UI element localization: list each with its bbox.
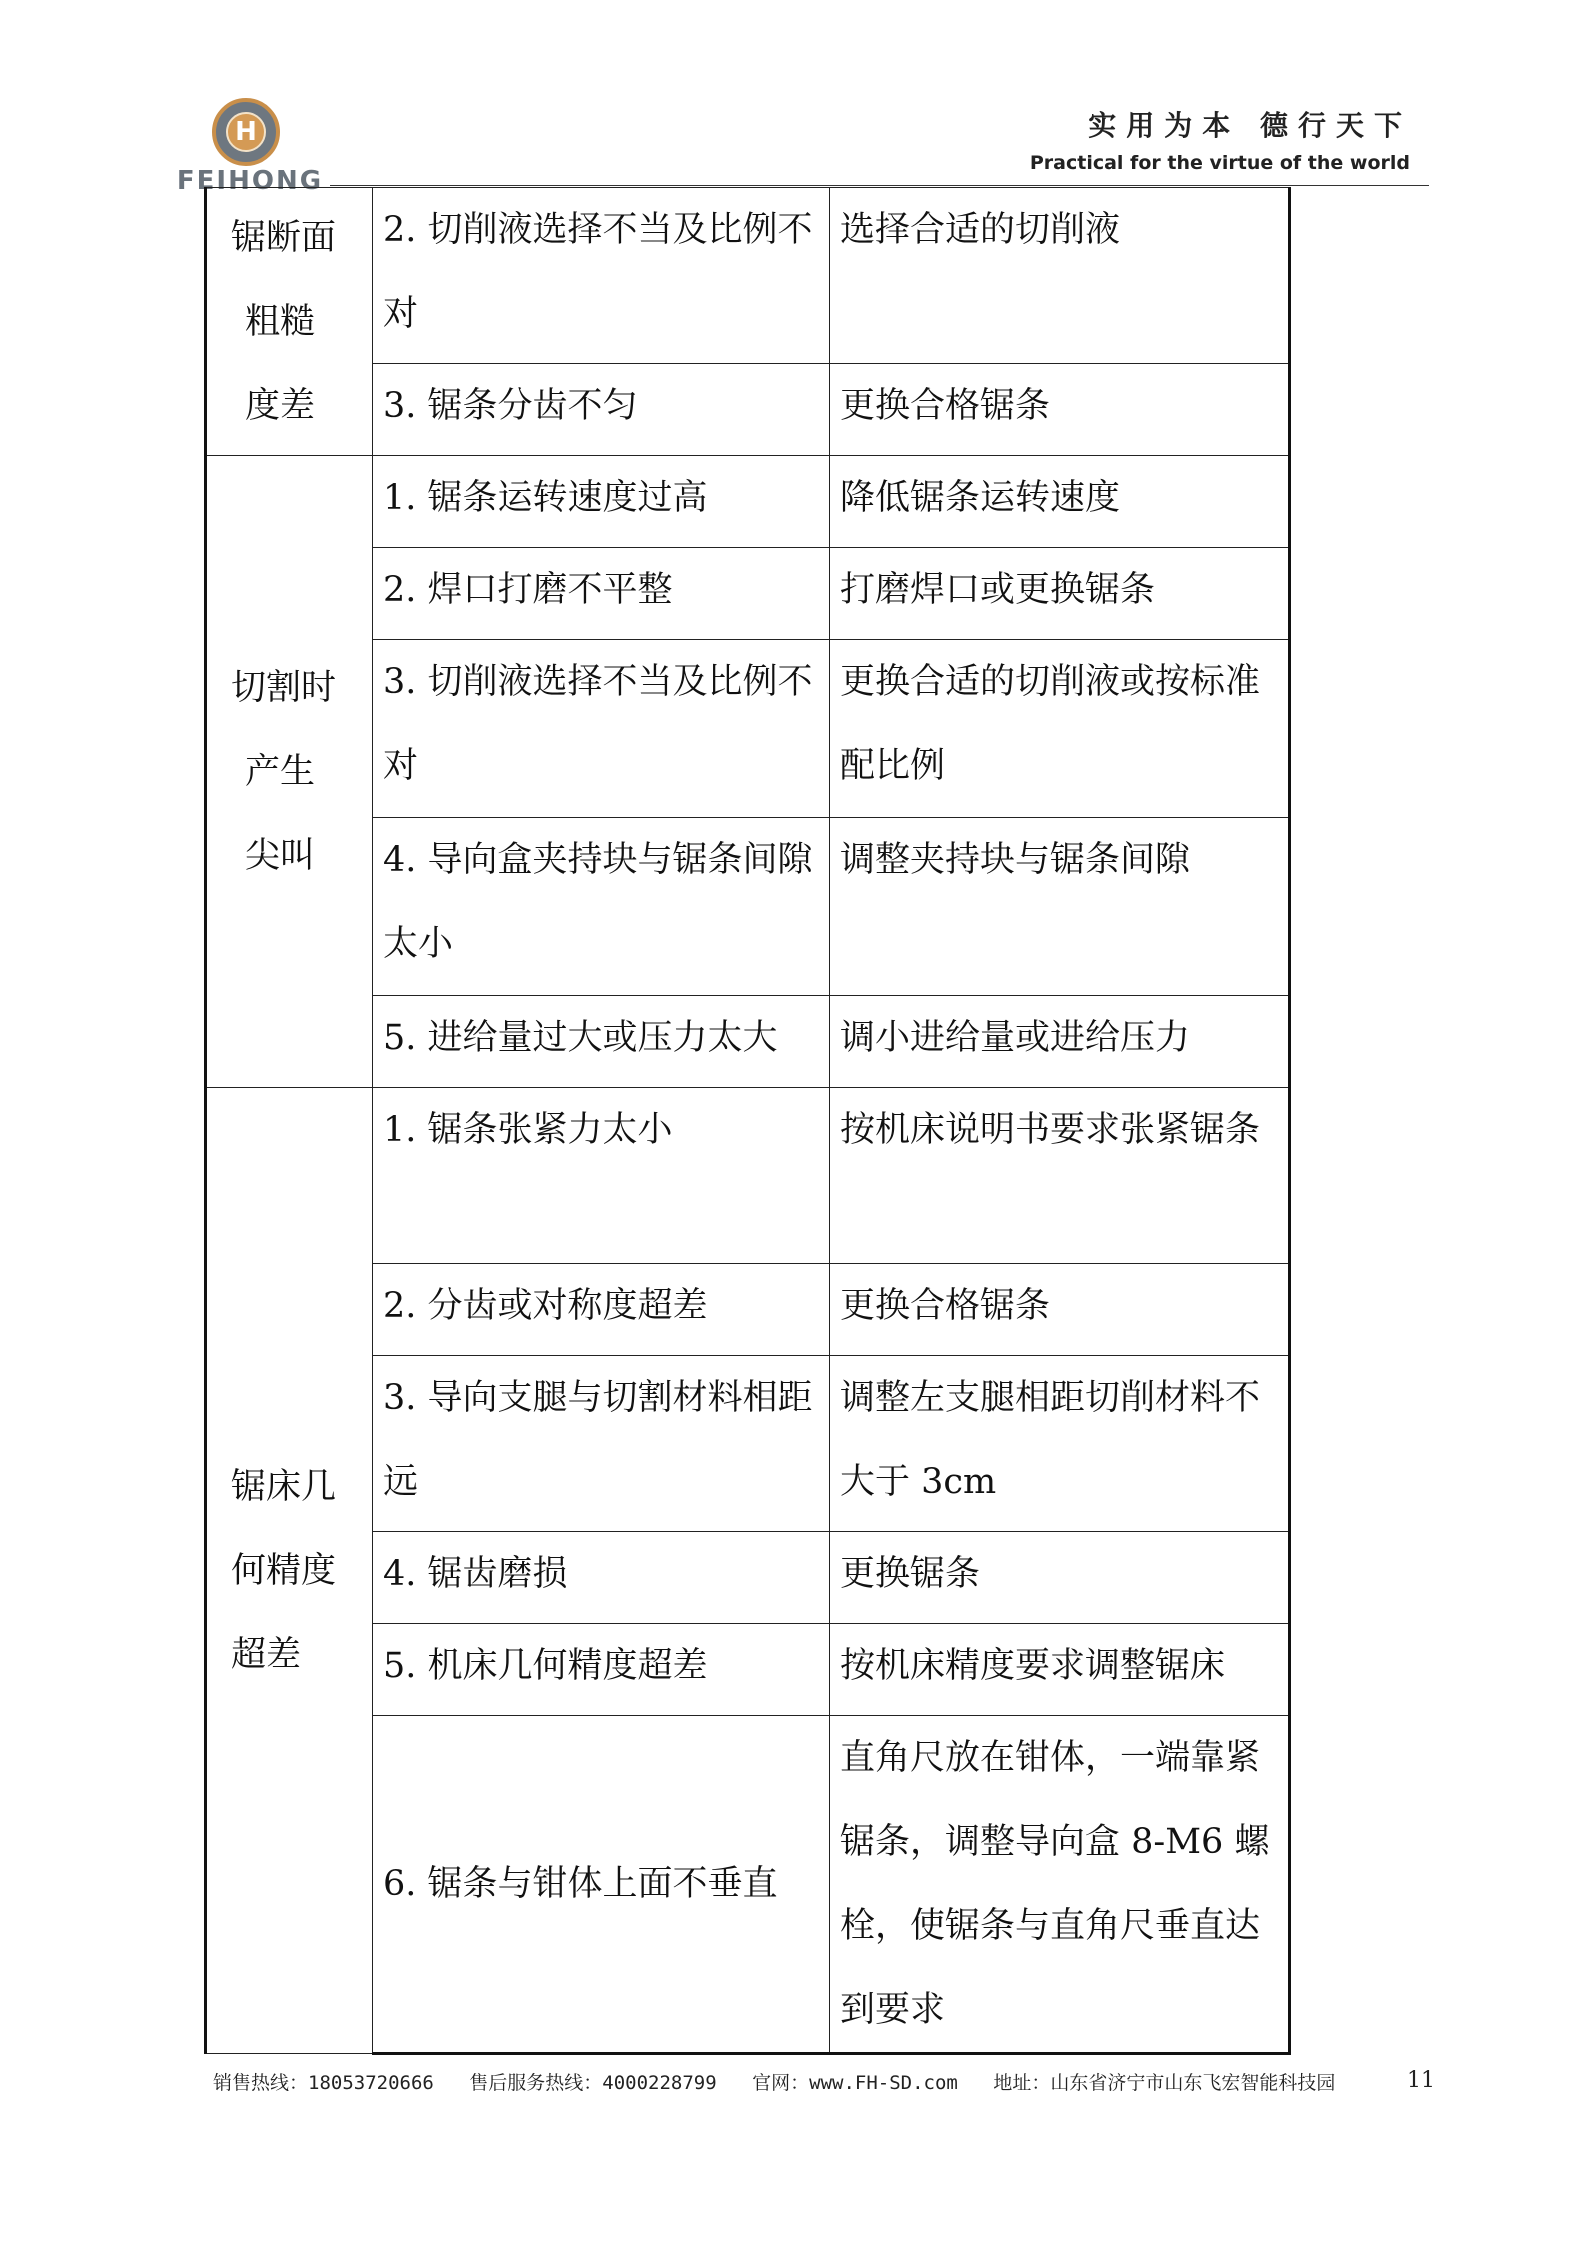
cause-cell: 6. 锯条与钳体上面不垂直 bbox=[373, 1716, 830, 2054]
solution-cell: 调整夹持块与锯条间隙 bbox=[830, 818, 1290, 996]
category-line: 切割时 bbox=[231, 667, 337, 708]
table-row bbox=[206, 188, 1290, 364]
cause-cell: 4. 锯齿磨损 bbox=[373, 1532, 830, 1624]
cause-cell: 2. 分齿或对称度超差 bbox=[373, 1264, 830, 1356]
cause-cell: 3. 切削液选择不当及比例不对 bbox=[373, 640, 830, 818]
category-cell bbox=[206, 188, 373, 456]
solution-cell: 选择合适的切削液 bbox=[830, 188, 1290, 364]
solution-cell: 按机床精度要求调整锯床 bbox=[830, 1624, 1290, 1716]
solution-cell: 调整左支腿相距切削材料不大于 3cm bbox=[830, 1356, 1290, 1532]
category-cell bbox=[206, 1088, 373, 2054]
category-line: 尖叫 bbox=[245, 835, 316, 876]
category-line: 超差 bbox=[231, 1634, 302, 1675]
cause-cell: 4. 导向盒夹持块与锯条间隙太小 bbox=[373, 818, 830, 996]
cause-cell: 3. 锯条分齿不匀 bbox=[373, 364, 830, 456]
logo-mark: H bbox=[226, 112, 266, 152]
logo-emblem bbox=[212, 98, 280, 166]
category-line: 锯断面 bbox=[231, 217, 337, 258]
solution-cell: 降低锯条运转速度 bbox=[830, 456, 1290, 548]
category-cell bbox=[206, 456, 373, 1088]
category-line: 产生 bbox=[245, 751, 316, 792]
solution-cell: 更换合格锯条 bbox=[830, 364, 1290, 456]
cause-cell: 1. 锯条张紧力太小 bbox=[373, 1088, 830, 1264]
cause-cell: 3. 导向支腿与切割材料相距远 bbox=[373, 1356, 830, 1532]
troubleshooting-table bbox=[204, 187, 1291, 2055]
solution-cell: 打磨焊口或更换锯条 bbox=[830, 548, 1290, 640]
address: 地址：山东省济宁市山东飞宏智能科技园 bbox=[993, 2072, 1336, 2094]
page-header bbox=[0, 0, 1587, 195]
slogan-chinese: 实用为本 德行天下 bbox=[1088, 109, 1412, 142]
cause-cell: 5. 机床几何精度超差 bbox=[373, 1624, 830, 1716]
page-footer bbox=[213, 2068, 1359, 2095]
website: 官网：www.FH-SD.com bbox=[752, 2072, 958, 2094]
header-divider bbox=[330, 185, 1429, 186]
feihong-logo bbox=[170, 98, 330, 198]
cause-cell: 2. 切削液选择不当及比例不对 bbox=[373, 188, 830, 364]
cause-cell: 2. 焊口打磨不平整 bbox=[373, 548, 830, 640]
cause-cell: 1. 锯条运转速度过高 bbox=[373, 456, 830, 548]
table-row bbox=[206, 1088, 1290, 1264]
category-line: 粗糙 bbox=[245, 301, 316, 342]
logo-text: FEIHONG bbox=[176, 166, 324, 196]
page-number: 11 bbox=[1407, 2068, 1435, 2093]
solution-cell: 按机床说明书要求张紧锯条 bbox=[830, 1088, 1290, 1264]
category-line: 何精度 bbox=[231, 1550, 337, 1591]
solution-cell: 更换合格锯条 bbox=[830, 1264, 1290, 1356]
solution-cell: 更换合适的切削液或按标准配比例 bbox=[830, 640, 1290, 818]
cause-cell: 5. 进给量过大或压力太大 bbox=[373, 996, 830, 1088]
sales-hotline: 销售热线：18053720666 bbox=[213, 2072, 434, 2094]
category-line: 度差 bbox=[245, 385, 316, 426]
solution-cell: 更换锯条 bbox=[830, 1532, 1290, 1624]
table-row bbox=[206, 456, 1290, 548]
solution-cell: 直角尺放在钳体，一端靠紧锯条，调整导向盒 8-M6 螺栓，使锯条与直角尺垂直达到要求 bbox=[830, 1716, 1290, 2054]
slogan-english: Practical for the virtue of the world bbox=[1029, 152, 1410, 174]
service-hotline: 售后服务热线：4000228799 bbox=[469, 2072, 717, 2094]
solution-cell: 调小进给量或进给压力 bbox=[830, 996, 1290, 1088]
category-line: 锯床几 bbox=[231, 1466, 337, 1507]
